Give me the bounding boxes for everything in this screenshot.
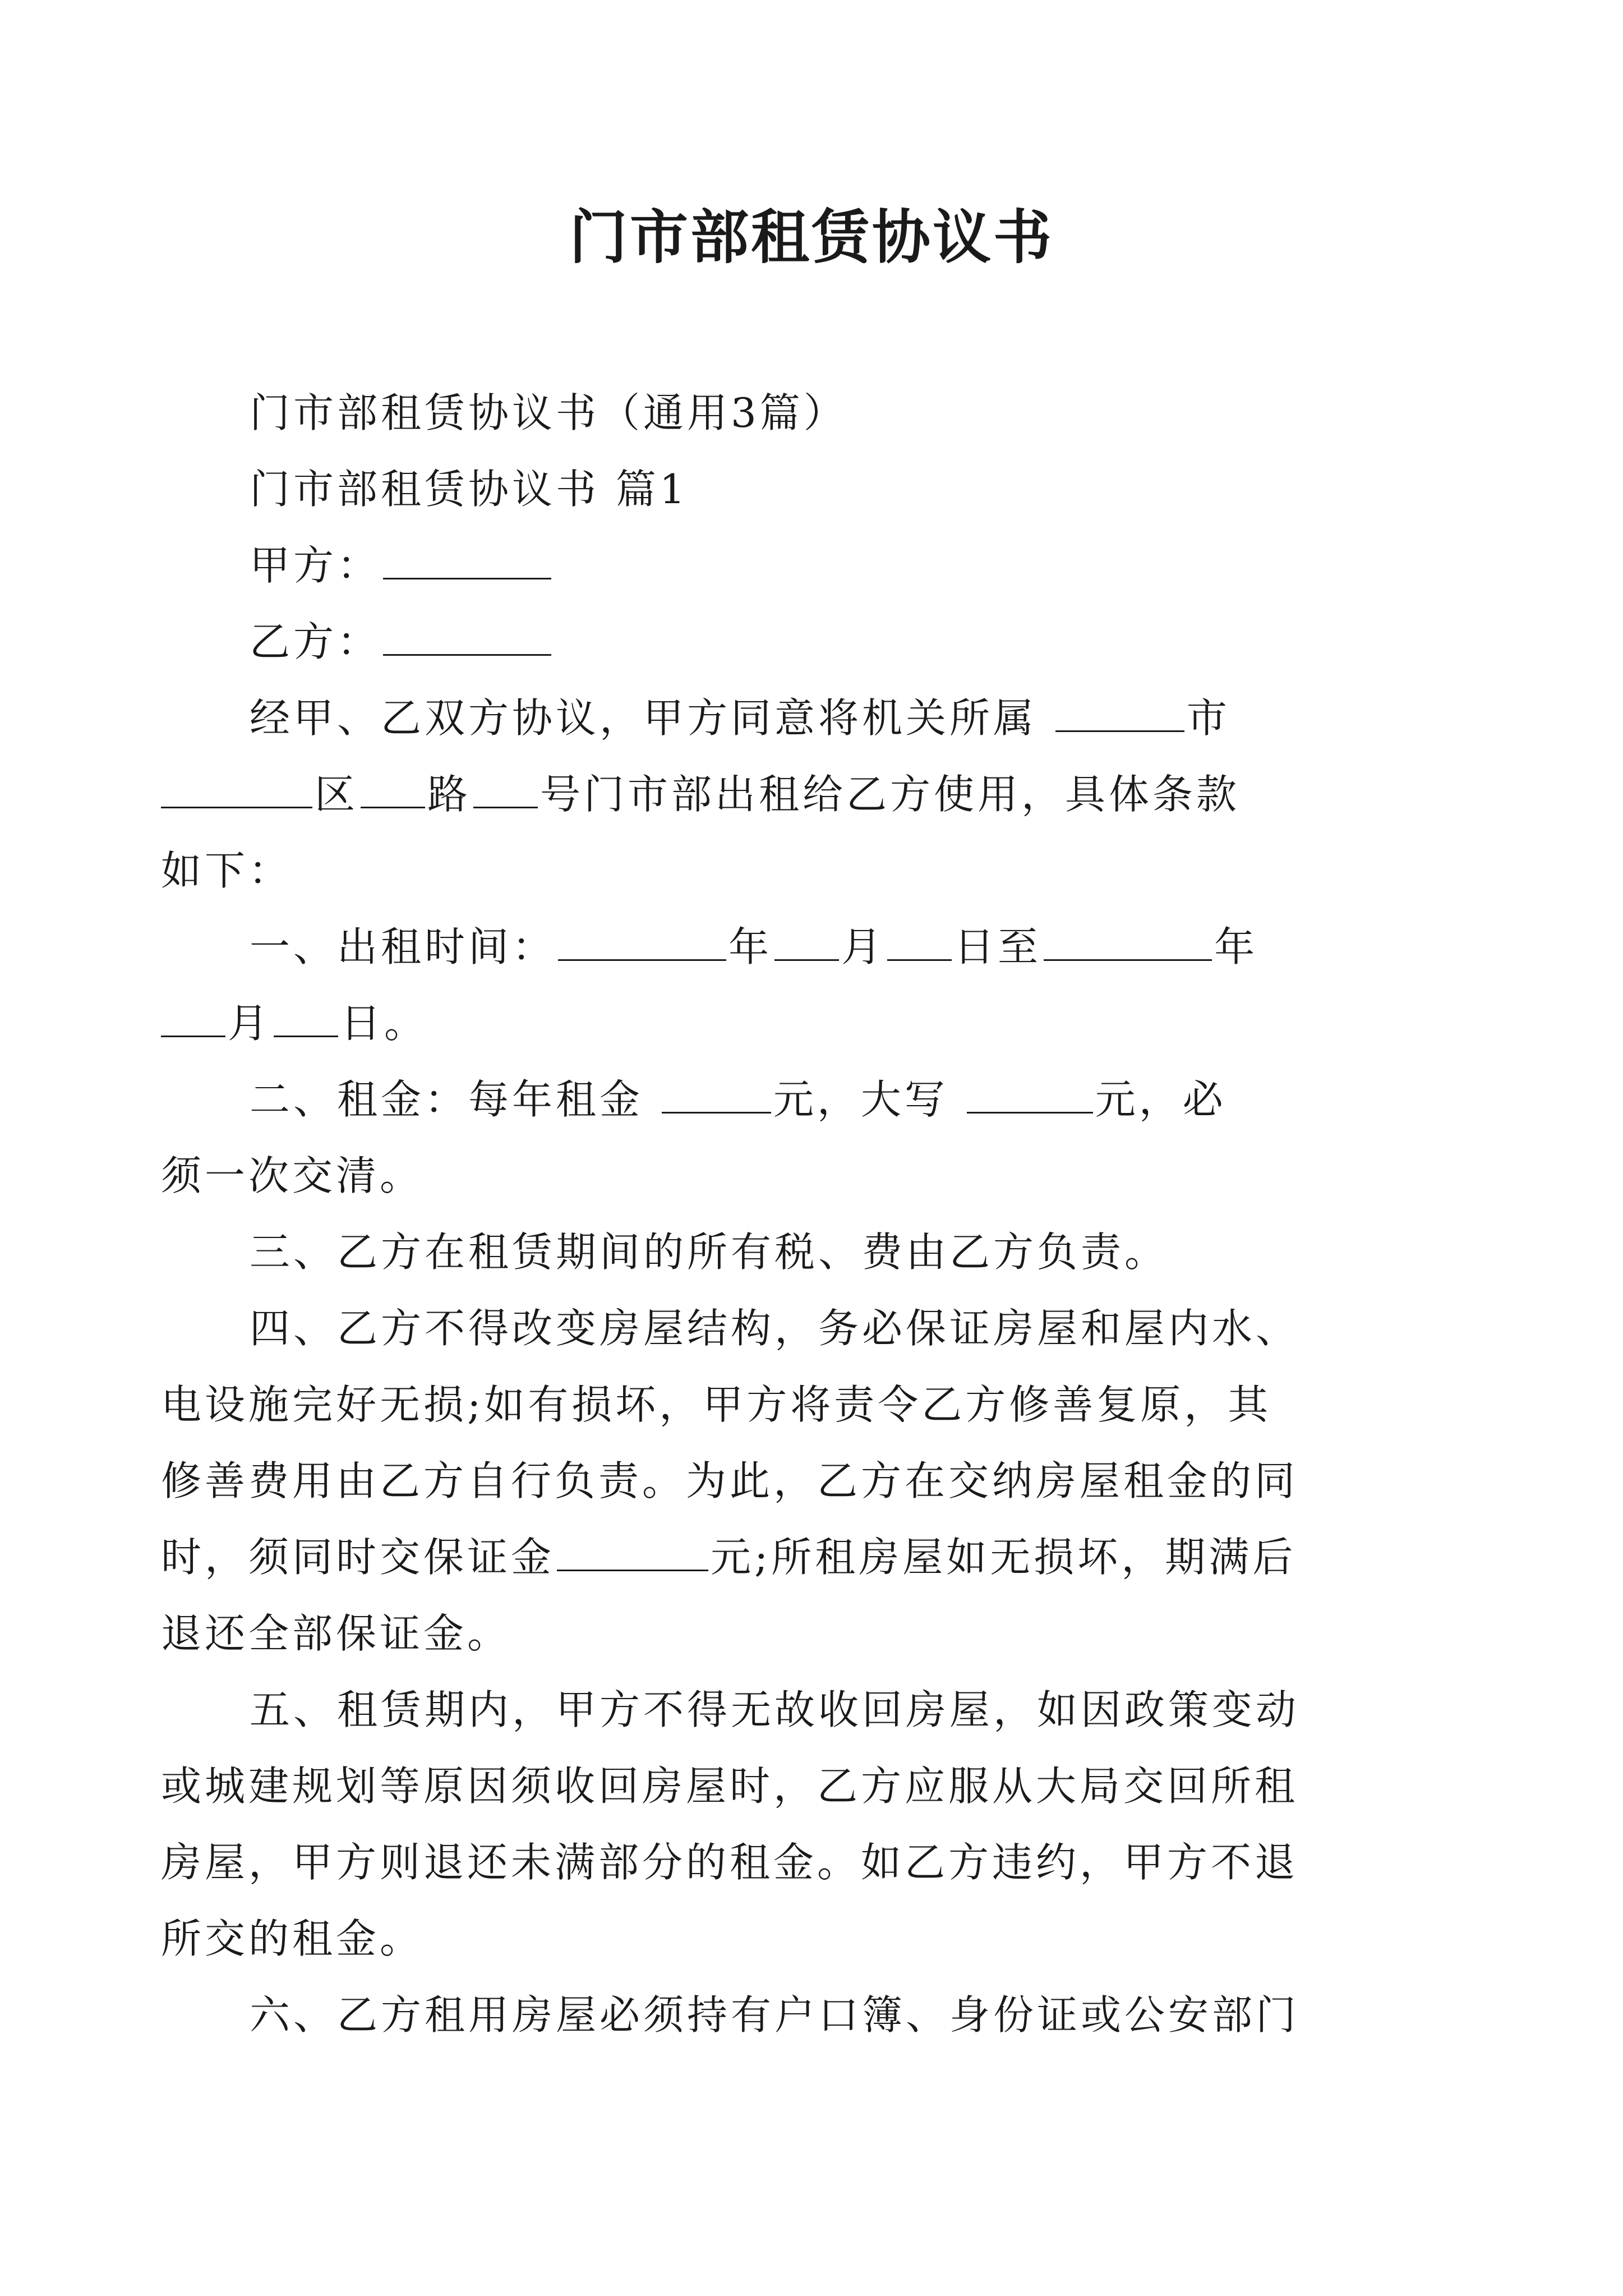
- clause-text: 年: [728, 923, 773, 970]
- clause-4: [161, 1290, 1394, 1672]
- party-b-line: [250, 604, 1394, 680]
- part-heading: 门市部租赁协议书 篇1: [250, 466, 689, 513]
- intro-text: 市: [1186, 694, 1230, 742]
- clause-5-line-4: 所交的租金。: [161, 1915, 424, 1962]
- clause-4-line-2: 电设施完好无损;如有损坏，甲方将责令乙方修善复原，其: [161, 1381, 1272, 1428]
- clause-text: 时，须同时交保证金: [161, 1534, 555, 1581]
- clause-2-line-2: 须一次交清。: [161, 1152, 424, 1199]
- party-a-blank: [383, 541, 551, 579]
- clause-text: 二、租金：每年租金: [250, 1076, 660, 1123]
- intro-paragraph: [161, 680, 1394, 909]
- clause-2: [161, 1061, 1394, 1214]
- clause-1: [228, 909, 1394, 1061]
- start-month-blank: [774, 922, 839, 961]
- clause-2-line-1: [250, 1061, 1394, 1138]
- party-b-label: 乙方：: [250, 618, 381, 665]
- intro-line-3: 如下：: [161, 847, 293, 894]
- intro-text: 经甲、乙双方协议，甲方同意将机关所属: [250, 694, 1053, 742]
- clause-text: 日。: [340, 1000, 428, 1047]
- clause-4-line-3: 修善费用由乙方自行负责。为此，乙方在交纳房屋租金的同: [161, 1457, 1299, 1504]
- clause-1-line-1: [250, 909, 1394, 985]
- road-blank: [361, 770, 425, 808]
- start-year-blank: [558, 922, 726, 961]
- intro-line-2: [161, 756, 1394, 832]
- end-month-blank: [161, 999, 225, 1037]
- clause-5-line-2: 或城建规划等原因须收回房屋时，乙方应服从大局交回所租: [161, 1763, 1299, 1810]
- deposit-blank: [557, 1533, 708, 1571]
- clause-1-line-2: [161, 985, 1394, 1061]
- clause-text: 一、出租时间：: [250, 923, 556, 970]
- clause-6: [250, 1977, 1394, 2053]
- document-body: [161, 375, 1394, 2053]
- document-title: 门市部租赁协议书: [569, 203, 1054, 272]
- clause-5-line-1: 五、租赁期内，甲方不得无故收回房屋，如因政策变动: [250, 1686, 1300, 1733]
- clause-4-line-1: 四、乙方不得改变房屋结构，务必保证房屋和屋内水、: [250, 1305, 1300, 1352]
- subtitle: 门市部租赁协议书（通用3篇）: [250, 389, 847, 436]
- clause-text: 元;所租房屋如无损坏，期满后: [711, 1534, 1297, 1581]
- city-blank: [1055, 693, 1184, 732]
- rent-amount-blank: [662, 1075, 771, 1114]
- clause-4-line-5: 退还全部保证金。: [161, 1610, 511, 1657]
- intro-line-1: [161, 680, 1394, 756]
- clause-text: 月: [228, 1000, 272, 1047]
- number-blank: [473, 770, 538, 808]
- clause-text: 日至: [954, 923, 1042, 970]
- intro-text: 区: [315, 771, 359, 818]
- clause-text: 月: [841, 923, 886, 970]
- party-a-label: 甲方：: [250, 542, 381, 589]
- clause-3: 三、乙方在租赁期间的所有税、费由乙方负责。: [250, 1228, 1169, 1276]
- end-year-blank: [1044, 922, 1212, 961]
- clause-5-line-3: 房屋，甲方则退还未满部分的租金。如乙方违约，甲方不退: [161, 1839, 1299, 1886]
- district-blank: [161, 770, 312, 808]
- clause-text: 元，必: [1095, 1076, 1227, 1123]
- clause-6-line-1: 六、乙方租用房屋必须持有户口簿、身份证或公安部门: [250, 1991, 1300, 2039]
- clause-5: [161, 1672, 1394, 1977]
- clause-text: 年: [1214, 923, 1258, 970]
- start-day-blank: [887, 922, 952, 961]
- clause-text: 元，大写: [773, 1076, 965, 1123]
- party-b-blank: [383, 617, 551, 656]
- intro-text: 号门市部出租给乙方使用，具体条款: [540, 771, 1241, 818]
- rent-uppercase-blank: [967, 1075, 1093, 1114]
- end-day-blank: [274, 999, 338, 1037]
- intro-text: 路: [427, 771, 472, 818]
- party-a-line: [250, 527, 1394, 604]
- clause-4-line-4: [161, 1519, 1394, 1595]
